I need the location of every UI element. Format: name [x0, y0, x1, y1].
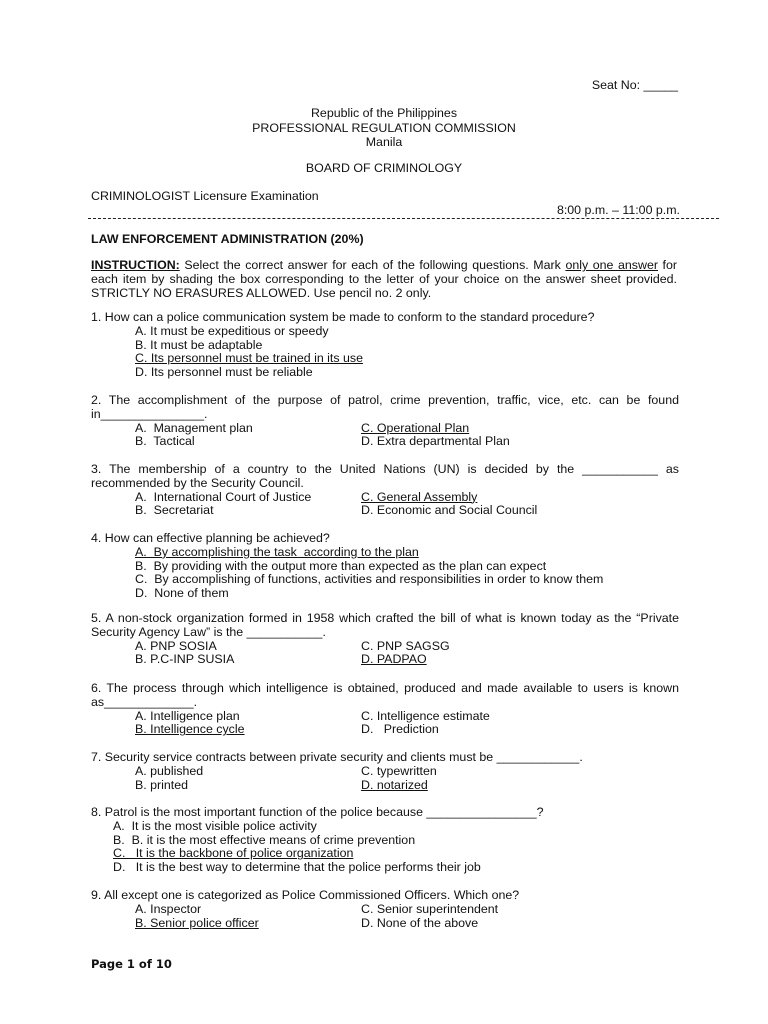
question-stem: 4. How can effective planning be achieved? — [91, 531, 330, 545]
instruction-text-2: for each item by shading the box corresponding to the letter of your choice on the answer sheet provided. STRICTLY NO ERASURES ALLOWED. Use pencil no. 2 only. — [91, 258, 678, 301]
header-city: Manila — [365, 135, 403, 149]
question-7 — [91, 751, 679, 792]
option-a: A. International Court of Justice — [135, 489, 312, 504]
exam-time: 8:00 p.m. – 11:00 p.m. — [556, 203, 680, 217]
option-row — [91, 653, 679, 667]
question-stem: 9. All except one is categorized as Police Commissioned Officers. Which one? — [91, 888, 520, 902]
question-3 — [91, 463, 679, 518]
option-b: B. Tactical — [135, 434, 195, 449]
option-row — [91, 435, 679, 449]
option-row — [91, 710, 679, 724]
document-header — [0, 106, 768, 150]
option-d: D. notarized — [361, 777, 428, 792]
option-b: B. Senior police officer — [135, 915, 259, 930]
option-b: B. printed — [135, 777, 189, 792]
section-title: LAW ENFORCEMENT ADMINISTRATION (20%) — [91, 232, 364, 246]
option-a: A. Inspector — [135, 901, 202, 916]
option-c: C. typewritten — [361, 763, 437, 778]
option-row — [91, 765, 679, 779]
option-b: B. By providing with the output more than expected as the plan can expect — [135, 558, 547, 573]
option-d: D. Economic and Social Council — [361, 503, 538, 518]
option-d: D. Prediction — [361, 722, 439, 737]
option-b: B. Intelligence cycle — [135, 722, 245, 737]
option-a: A. Intelligence plan — [135, 708, 240, 723]
option-row — [91, 640, 679, 654]
option-c: C. It is the backbone of police organization — [113, 846, 354, 861]
seat-number: Seat No: _____ — [591, 78, 678, 92]
option-b: B. It must be adaptable — [135, 337, 263, 352]
option-row — [91, 779, 679, 793]
header-commission: PROFESSIONAL REGULATION COMMISSION — [252, 120, 516, 135]
option-d: D. None of the above — [361, 915, 479, 930]
question-stem: 5. A non-stock organization formed in 1958 which crafted the bill of what is known today as the “Private Security Agency Law” is the ___________. — [91, 611, 679, 639]
option-a: A. Management plan — [135, 420, 253, 435]
option-d: D. PADPAO — [361, 652, 427, 667]
question-2 — [91, 394, 679, 449]
option-c: C. General Assembly — [361, 489, 478, 504]
question-1 — [91, 311, 679, 380]
question-stem: 3. The membership of a country to the United Nations (UN) is decided by the ___________ as recommended by the Security Council. — [91, 462, 679, 490]
question-4 — [91, 532, 679, 601]
question-stem: 8. Patrol is the most important function of the police because ________________? — [91, 805, 544, 819]
page-number: Page 1 of 10 — [91, 957, 172, 971]
exam-name: CRIMINOLOGIST Licensure Examination — [91, 189, 319, 203]
dashed-divider — [88, 218, 719, 219]
option-c: C. Operational Plan — [361, 420, 470, 435]
option-b: B. P.C-INP SUSIA — [135, 652, 235, 667]
question-stem: 7. Security service contracts between private security and clients must be ____________. — [91, 750, 583, 764]
option-c: C. By accomplishing of functions, activities and responsibilities in order to know them — [135, 572, 604, 587]
option-b: B. Secretariat — [135, 503, 214, 518]
question-stem: 2. The accomplishment of the purpose of patrol, crime prevention, traffic, vice, etc. can be found in_______________. — [91, 393, 679, 421]
option-row — [91, 723, 679, 737]
instruction-paragraph — [91, 258, 677, 301]
option-d: D. None of them — [135, 586, 229, 601]
option-row — [91, 491, 679, 505]
option-c: C. Intelligence estimate — [361, 708, 490, 723]
option-d: D. Its personnel must be reliable — [135, 365, 313, 380]
question-5 — [91, 612, 679, 667]
option-row — [91, 422, 679, 436]
option-row — [91, 917, 679, 931]
instruction-emphasis: only one answer — [565, 258, 658, 272]
option-a: A. By accomplishing the task according to the plan — [135, 544, 419, 559]
option-a: A. It must be expeditious or speedy — [135, 323, 329, 338]
question-stem: 6. The process through which intelligence is obtained, produced and made available to users is known as_____________. — [91, 681, 679, 709]
question-9 — [91, 889, 679, 930]
instruction-label: INSTRUCTION: — [91, 258, 180, 272]
option-c: C. PNP SAGSG — [361, 638, 450, 653]
board-name: BOARD OF CRIMINOLOGY — [305, 161, 463, 175]
instruction-text-1: Select the correct answer for each of the following questions. Mark — [179, 258, 566, 272]
option-a: A. PNP SOSIA — [135, 638, 217, 653]
question-6 — [91, 682, 679, 737]
option-c: C. Its personnel must be trained in its use — [135, 351, 363, 366]
option-a: A. It is the most visible police activity — [113, 818, 317, 833]
question-8 — [91, 806, 679, 875]
option-row — [91, 903, 679, 917]
option-b: B. B. it is the most effective means of crime prevention — [113, 832, 416, 847]
option-row — [91, 504, 679, 518]
option-c: C. Senior superintendent — [361, 901, 499, 916]
option-d: D. It is the best way to determine that the police performs their job — [113, 860, 481, 875]
question-stem: 1. How can a police communication system be made to conform to the standard procedure? — [91, 310, 595, 324]
header-republic: Republic of the Philippines — [310, 106, 458, 120]
option-a: A. published — [135, 763, 204, 778]
option-d: D. Extra departmental Plan — [361, 434, 510, 449]
